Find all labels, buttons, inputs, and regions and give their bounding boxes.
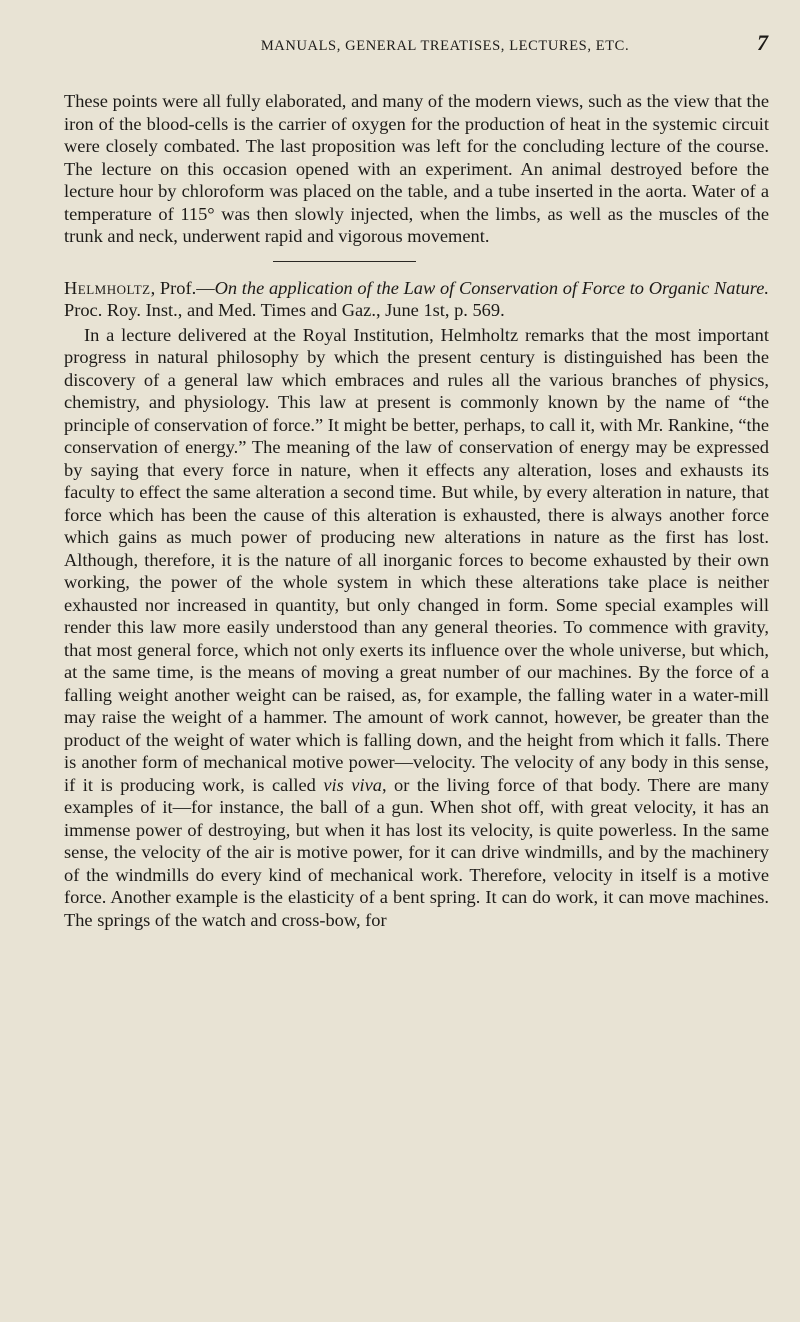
- intro-paragraph: These points were all fully elaborated, and many of the modern views, such as the view that the iron of the blood-cells is the carrier of oxygen for the production of heat in the systemic circuit were closely combated. The last proposition was left for the concluding lecture of the course. The lecture on this occasion opened with an experiment. An animal destroyed before the lecture hour by chloroform was placed on the table, and a tube inserted in the aorta. Water of a temperature of 115° was then slowly injected, when the limbs, as well as the muscles of the trunk and neck, underwent rapid and vigorous movement.: [64, 91, 769, 246]
- page-body: [64, 90, 769, 931]
- entry-body-text-continued: , or the living force of that body. There are many examples of it—for instance, the ball of a gun. When shot off, with great velocity, it has an immense power of destroying, but when it has lost its velocity, is quite powerless. In the same sense, the velocity of the air is motive power, for it can drive windmills, and by the machinery of the windmills do every kind of mechanical work. Therefore, velocity in itself is a motive force. Another example is the elasticity of a bent spring. It can do work, it can move machines. The springs of the watch and cross-bow, for: [64, 774, 769, 930]
- vis-viva-term: vis viva: [323, 774, 382, 795]
- running-head: MANUALS, GENERAL TREATISES, LECTURES, ETC.: [260, 38, 630, 54]
- entry-author: Helmholtz: [64, 277, 151, 298]
- entry-title: On the application of the Law of Conservation of Force to Organic Nature.: [214, 277, 770, 298]
- entry-author-suffix: , Prof.—: [150, 277, 215, 298]
- bibliographic-entry: [64, 277, 769, 322]
- entry-source: Proc. Roy. Inst., and Med. Times and Gaz., June 1st, p. 569.: [64, 300, 505, 320]
- entry-body-text: In a lecture delivered at the Royal Institution, Helmholtz remarks that the most important progress in natural philosophy by which the present century is distinguished has been the discovery of a general law which embraces and rules all the various branches of physics, chemistry, and physiology. This law at present is commonly known by the name of “the principle of conservation of force.” It might be better, perhaps, to call it, with Mr. Rankine, “the conservation of energy.” The meaning of the law of conservation of energy may be expressed by saying that every force in nature, when it effects any alteration, loses and exhausts its faculty to effect the same alteration a second time. But while, by every alteration in nature, that force which has been the cause of this alteration is exhausted, there is always another force which gains as much power of producing new alterations in nature as the first has lost. Although, therefore, it is the nature of all inorganic forces to become exhausted by their own working, the power of the whole system in which these alterations take place is neither exhausted nor increased in quantity, but only changed in form. Some special examples will render this law more easily understood than any general theories. To commence with gravity, that most general force, which not only exerts its influence over the whole universe, but which, at the same time, is the means of moving a great number of our machines. By the force of a falling weight another weight can be raised, as, for example, the falling water in a water-mill may raise the weight of a hammer. The amount of work cannot, however, be greater than the product of the weight of water which is falling down, and the height from which it falls. There is another form of mechanical motive power—velocity. The velocity of any body in this sense, if it is producing work, is called: [64, 324, 769, 795]
- section-divider: [273, 261, 416, 262]
- entry-body-paragraph: [64, 324, 769, 932]
- page-number: 7: [757, 30, 768, 55]
